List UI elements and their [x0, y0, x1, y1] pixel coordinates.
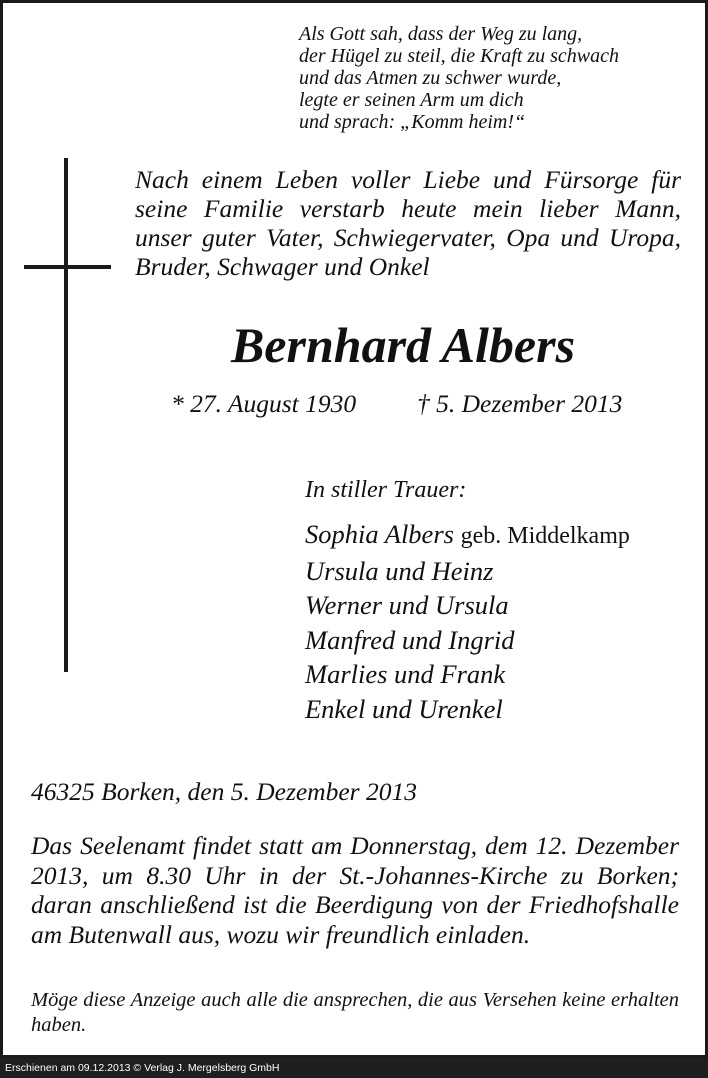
- intro-text: Nach einem Leben voller Liebe und Fürsorge für seine Familie verstarb heute mein lieber Mann, unser guter Vater, Schwiegervater, Opa und Uropa, Bruder, Schwager und Onkel: [135, 165, 681, 281]
- publication-footer: [0, 1058, 708, 1078]
- mourner-item: Enkel und Urenkel: [305, 693, 503, 724]
- cross-horizontal-bar: [24, 265, 111, 269]
- poem-line: und sprach: „Komm heim!“: [299, 111, 526, 133]
- mourner-item: [305, 517, 630, 554]
- mourning-heading: In stiller Trauer:: [305, 477, 467, 503]
- mourners-list: [305, 517, 630, 727]
- poem-line: Als Gott sah, dass der Weg zu lang,: [299, 23, 583, 45]
- place-and-date: 46325 Borken, den 5. Dezember 2013: [31, 777, 417, 806]
- mourner-item: Ursula und Heinz: [305, 555, 494, 586]
- life-dates: [171, 389, 623, 419]
- birth-date: * 27. August 1930: [171, 389, 357, 418]
- poem: [299, 23, 679, 133]
- mourner-item: Werner und Ursula: [305, 590, 509, 621]
- mourner-item: Manfred und Ingrid: [305, 624, 515, 655]
- deceased-name: Bernhard Albers: [230, 317, 576, 373]
- cross-vertical-bar: [64, 158, 68, 672]
- closing-note: Möge diese Anzeige auch alle die ansprechen, die aus Versehen keine erhalten haben.: [31, 989, 679, 1036]
- poem-line: der Hügel zu steil, die Kraft zu schwach: [299, 45, 619, 67]
- footer-text: Erschienen am 09.12.2013 © Verlag J. Mergelsberg GmbH: [5, 1062, 280, 1074]
- death-date: † 5. Dezember 2013: [417, 389, 623, 418]
- service-text: Das Seelenamt findet statt am Donnerstag, dem 12. Dezember 2013, um 8.30 Uhr in der St.-Johannes-Kirche zu Borken; daran anschließend ist die Beerdigung von der Friedhofshalle am Butenwall aus, wozu wir freundlich einladen.: [31, 831, 679, 949]
- poem-line: und das Atmen zu schwer wurde,: [299, 67, 562, 89]
- mourner-item: Marlies und Frank: [305, 659, 506, 690]
- mourner-maiden-name: geb. Middelkamp: [460, 523, 630, 549]
- poem-line: legte er seinen Arm um dich: [299, 89, 524, 111]
- mourner-name: Sophia Albers: [305, 519, 454, 549]
